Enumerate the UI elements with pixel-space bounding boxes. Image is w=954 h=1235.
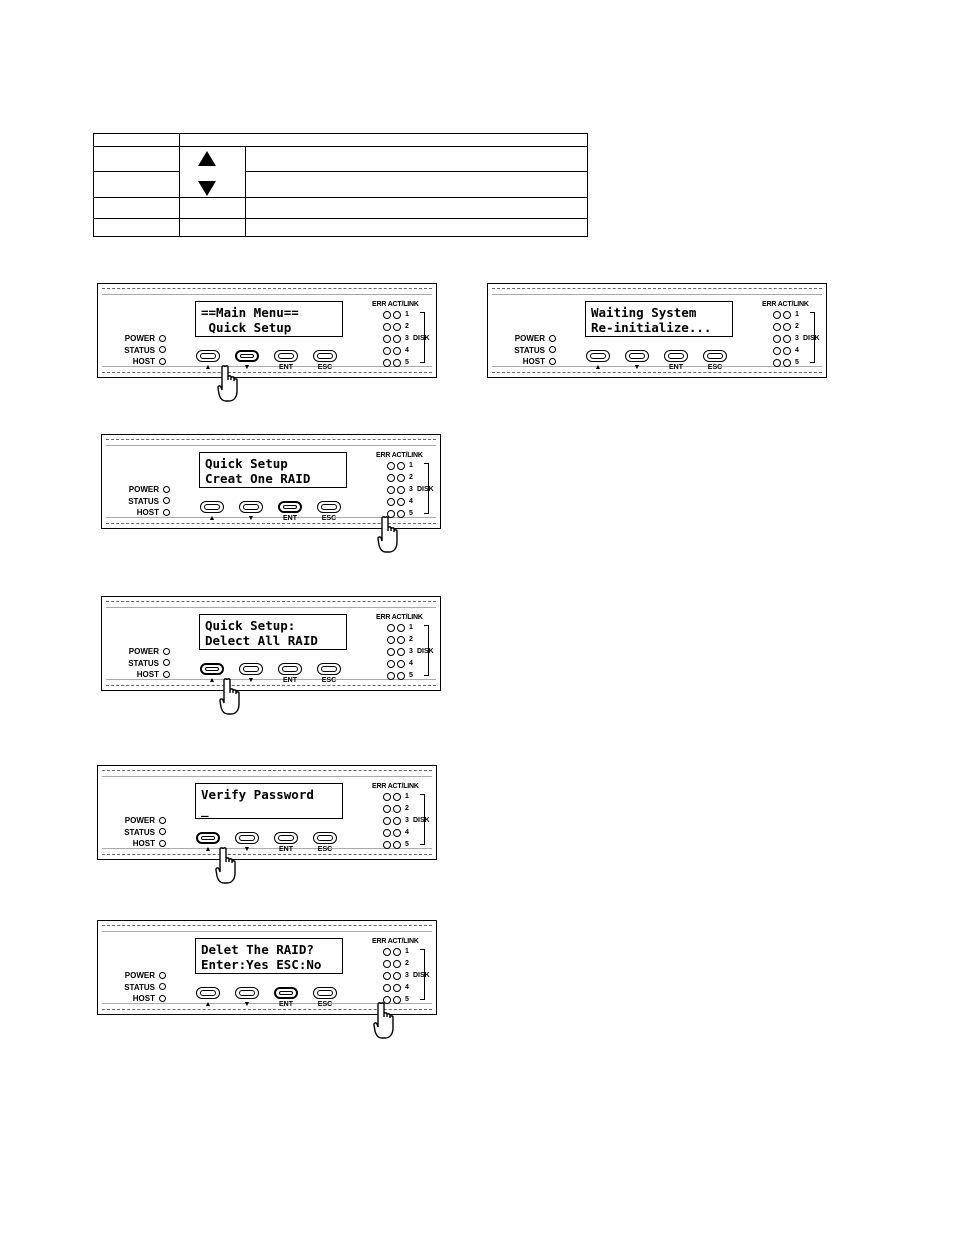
led-icon bbox=[397, 636, 405, 644]
table-divider bbox=[245, 146, 246, 198]
disk-label: DISK bbox=[417, 648, 434, 655]
led-icon bbox=[383, 793, 391, 801]
disk-number: 5 bbox=[405, 996, 409, 1003]
table-row-line bbox=[94, 146, 587, 147]
status-indicators bbox=[112, 484, 170, 519]
err-label: ERR bbox=[762, 301, 777, 308]
disk-number: 2 bbox=[409, 474, 413, 481]
disk-led-header bbox=[762, 300, 824, 309]
power-label: POWER bbox=[128, 485, 159, 494]
disk-number: 4 bbox=[409, 660, 413, 667]
down-button[interactable] bbox=[235, 350, 259, 362]
disk-led-header bbox=[376, 613, 438, 622]
led-icon bbox=[397, 474, 405, 482]
up-button[interactable] bbox=[196, 987, 220, 999]
status-indicator bbox=[112, 658, 170, 670]
up-button[interactable] bbox=[200, 501, 224, 513]
lcd-line-2: _ bbox=[201, 802, 209, 817]
led-icon bbox=[397, 462, 405, 470]
led-icon bbox=[163, 486, 170, 493]
host-indicator bbox=[498, 356, 556, 368]
led-icon bbox=[773, 323, 781, 331]
lcd-line-1: Quick Setup: bbox=[205, 618, 296, 633]
ent-button-label: ENT bbox=[669, 364, 683, 371]
esc-button-label: ESC bbox=[317, 1001, 333, 1008]
disk-bracket bbox=[420, 312, 425, 363]
up-button-label: ▲ bbox=[594, 364, 602, 371]
host-label: HOST bbox=[136, 508, 159, 517]
led-icon bbox=[387, 636, 395, 644]
led-icon bbox=[549, 335, 556, 342]
host-indicator bbox=[108, 993, 166, 1005]
up-button[interactable] bbox=[200, 663, 224, 675]
power-label: POWER bbox=[128, 647, 159, 656]
table-divider bbox=[179, 134, 180, 236]
led-icon bbox=[383, 948, 391, 956]
lcd-front-panel bbox=[97, 920, 437, 1015]
disk-label: DISK bbox=[413, 972, 430, 979]
disk-number: 3 bbox=[405, 972, 409, 979]
lcd-front-panel bbox=[101, 596, 441, 691]
host-label: HOST bbox=[136, 670, 159, 679]
up-button-label: ▲ bbox=[204, 364, 212, 371]
lcd-line-1: ==Main Menu== bbox=[201, 305, 299, 320]
disk-led-block bbox=[372, 782, 434, 851]
down-button-label: ▼ bbox=[247, 677, 255, 684]
led-icon bbox=[397, 624, 405, 632]
led-icon bbox=[783, 359, 791, 367]
host-indicator bbox=[108, 356, 166, 368]
led-icon bbox=[387, 648, 395, 656]
led-icon bbox=[159, 358, 166, 365]
err-label: ERR bbox=[372, 301, 387, 308]
led-icon bbox=[159, 346, 166, 353]
err-label: ERR bbox=[372, 783, 387, 790]
led-icon bbox=[393, 829, 401, 837]
status-label: STATUS bbox=[124, 982, 155, 992]
power-label: POWER bbox=[124, 816, 155, 825]
led-icon bbox=[397, 486, 405, 494]
act-link-label: ACT/LINK bbox=[777, 301, 809, 308]
esc-button[interactable] bbox=[703, 350, 727, 362]
esc-button[interactable] bbox=[317, 501, 341, 513]
disk-bracket bbox=[420, 949, 425, 1000]
pointing-hand-icon bbox=[217, 365, 243, 403]
disk-number: 4 bbox=[405, 829, 409, 836]
disk-number: 4 bbox=[405, 984, 409, 991]
act-link-label: ACT/LINK bbox=[387, 938, 419, 945]
lcd-front-panel bbox=[97, 283, 437, 378]
power-label: POWER bbox=[124, 971, 155, 980]
button-function-table bbox=[93, 133, 588, 237]
act-link-label: ACT/LINK bbox=[387, 783, 419, 790]
lcd-display bbox=[195, 301, 343, 337]
up-button-label: ▲ bbox=[204, 1001, 212, 1008]
ent-button[interactable] bbox=[664, 350, 688, 362]
led-icon bbox=[159, 983, 166, 990]
led-icon bbox=[393, 347, 401, 355]
table-row-line bbox=[94, 197, 587, 198]
led-icon bbox=[163, 509, 170, 516]
disk-number: 2 bbox=[405, 805, 409, 812]
disk-bracket bbox=[424, 625, 429, 676]
host-label: HOST bbox=[132, 994, 155, 1003]
disk-number: 1 bbox=[795, 311, 799, 318]
ent-button[interactable] bbox=[274, 987, 298, 999]
disk-number: 5 bbox=[409, 672, 413, 679]
disk-led-header bbox=[372, 300, 434, 309]
disk-number: 1 bbox=[409, 624, 413, 631]
disk-led-header bbox=[376, 451, 438, 460]
disk-number: 1 bbox=[405, 793, 409, 800]
table-row-line bbox=[94, 218, 587, 219]
disk-led-header bbox=[372, 782, 434, 791]
pointing-hand-icon bbox=[373, 1002, 399, 1040]
led-icon bbox=[383, 335, 391, 343]
disk-label: DISK bbox=[413, 335, 430, 342]
down-button-label: ▼ bbox=[243, 846, 251, 853]
ent-button-label: ENT bbox=[279, 846, 293, 853]
lcd-display bbox=[199, 614, 347, 650]
disk-label: DISK bbox=[417, 486, 434, 493]
disk-label: DISK bbox=[413, 817, 430, 824]
led-icon bbox=[163, 671, 170, 678]
table-row-line bbox=[94, 171, 179, 172]
esc-button[interactable] bbox=[317, 663, 341, 675]
led-icon bbox=[397, 672, 405, 680]
esc-button-label: ESC bbox=[317, 846, 333, 853]
disk-number: 2 bbox=[409, 636, 413, 643]
down-button-label: ▼ bbox=[243, 364, 251, 371]
disk-led-block bbox=[372, 937, 434, 1006]
lcd-line-1: Verify Password bbox=[201, 787, 314, 802]
panel-rail bbox=[106, 685, 436, 686]
lcd-line-2: Enter:Yes ESC:No bbox=[201, 957, 322, 972]
panel-rail bbox=[106, 439, 436, 440]
led-icon bbox=[393, 841, 401, 849]
power-indicator bbox=[112, 646, 170, 658]
status-indicators bbox=[108, 970, 166, 1005]
led-icon bbox=[383, 972, 391, 980]
power-indicator bbox=[108, 333, 166, 345]
disk-number: 1 bbox=[405, 948, 409, 955]
up-button-label: ▲ bbox=[204, 846, 212, 853]
led-icon bbox=[393, 984, 401, 992]
lcd-line-2: Delect All RAID bbox=[205, 633, 318, 648]
led-icon bbox=[387, 498, 395, 506]
status-label: STATUS bbox=[124, 345, 155, 355]
disk-number: 4 bbox=[409, 498, 413, 505]
led-icon bbox=[549, 358, 556, 365]
host-label: HOST bbox=[522, 357, 545, 366]
panel-rail bbox=[106, 601, 436, 602]
lcd-display bbox=[195, 938, 343, 974]
status-indicator bbox=[498, 345, 556, 357]
esc-button-label: ESC bbox=[317, 364, 333, 371]
led-icon bbox=[387, 672, 395, 680]
ent-button[interactable] bbox=[278, 663, 302, 675]
disk-led-block bbox=[376, 613, 438, 682]
pointing-hand-icon bbox=[215, 847, 241, 885]
disk-number: 3 bbox=[405, 335, 409, 342]
table-divider bbox=[245, 198, 246, 236]
disk-led-block bbox=[372, 300, 434, 369]
act-link-label: ACT/LINK bbox=[391, 452, 423, 459]
led-icon bbox=[387, 474, 395, 482]
pointing-hand-icon bbox=[377, 516, 403, 554]
disk-number: 5 bbox=[409, 510, 413, 517]
led-icon bbox=[393, 972, 401, 980]
led-icon bbox=[163, 659, 170, 666]
disk-bracket bbox=[810, 312, 815, 363]
act-link-label: ACT/LINK bbox=[391, 614, 423, 621]
led-icon bbox=[393, 960, 401, 968]
status-label: STATUS bbox=[128, 658, 159, 668]
led-icon bbox=[383, 829, 391, 837]
host-indicator bbox=[112, 507, 170, 519]
panel-rail bbox=[102, 931, 432, 932]
panel-rail bbox=[102, 770, 432, 771]
down-button-label: ▼ bbox=[633, 364, 641, 371]
err-label: ERR bbox=[376, 614, 391, 621]
led-icon bbox=[383, 323, 391, 331]
disk-number: 3 bbox=[409, 486, 413, 493]
led-icon bbox=[393, 805, 401, 813]
led-icon bbox=[387, 624, 395, 632]
down-button[interactable] bbox=[239, 501, 263, 513]
down-button[interactable] bbox=[235, 987, 259, 999]
led-icon bbox=[383, 841, 391, 849]
esc-button[interactable] bbox=[313, 987, 337, 999]
lcd-front-panel bbox=[97, 765, 437, 860]
up-button[interactable] bbox=[586, 350, 610, 362]
disk-bracket bbox=[420, 794, 425, 845]
ent-button-label: ENT bbox=[279, 1001, 293, 1008]
panel-rail bbox=[102, 776, 432, 777]
led-icon bbox=[393, 323, 401, 331]
host-label: HOST bbox=[132, 839, 155, 848]
lcd-display bbox=[585, 301, 733, 337]
up-button[interactable] bbox=[196, 350, 220, 362]
panel-rail bbox=[106, 607, 436, 608]
status-label: STATUS bbox=[124, 827, 155, 837]
power-indicator bbox=[108, 815, 166, 827]
lcd-line-2: Re-initialize... bbox=[591, 320, 712, 335]
host-label: HOST bbox=[132, 357, 155, 366]
led-icon bbox=[773, 359, 781, 367]
disk-number: 1 bbox=[405, 311, 409, 318]
led-icon bbox=[393, 817, 401, 825]
up-button-label: ▲ bbox=[208, 515, 216, 522]
panel-rail bbox=[102, 925, 432, 926]
up-button-label: ▲ bbox=[208, 677, 216, 684]
disk-number: 4 bbox=[795, 347, 799, 354]
power-indicator bbox=[112, 484, 170, 496]
led-icon bbox=[383, 359, 391, 367]
down-button-label: ▼ bbox=[247, 515, 255, 522]
up-button[interactable] bbox=[196, 832, 220, 844]
ent-button-label: ENT bbox=[283, 677, 297, 684]
power-indicator bbox=[108, 970, 166, 982]
panel-rail bbox=[492, 288, 822, 289]
power-label: POWER bbox=[124, 334, 155, 343]
power-indicator bbox=[498, 333, 556, 345]
status-indicators bbox=[108, 333, 166, 368]
down-button-label: ▼ bbox=[243, 1001, 251, 1008]
lcd-front-panel bbox=[101, 434, 441, 529]
disk-number: 5 bbox=[405, 841, 409, 848]
status-indicator bbox=[112, 496, 170, 508]
led-icon bbox=[393, 359, 401, 367]
status-indicators bbox=[498, 333, 556, 368]
led-icon bbox=[387, 486, 395, 494]
led-icon bbox=[383, 817, 391, 825]
lcd-line-1: Delet The RAID? bbox=[201, 942, 314, 957]
ent-button[interactable] bbox=[274, 350, 298, 362]
led-icon bbox=[393, 948, 401, 956]
led-icon bbox=[383, 311, 391, 319]
led-icon bbox=[159, 840, 166, 847]
table-row-line bbox=[245, 171, 587, 172]
led-icon bbox=[783, 311, 791, 319]
led-icon bbox=[159, 995, 166, 1002]
panel-rail bbox=[102, 288, 432, 289]
led-icon bbox=[393, 793, 401, 801]
led-icon bbox=[549, 346, 556, 353]
disk-number: 2 bbox=[405, 323, 409, 330]
disk-led-block bbox=[762, 300, 824, 369]
status-label: STATUS bbox=[128, 496, 159, 506]
disk-label: DISK bbox=[803, 335, 820, 342]
ent-button[interactable] bbox=[278, 501, 302, 513]
disk-number: 3 bbox=[795, 335, 799, 342]
lcd-line-2: Creat One RAID bbox=[205, 471, 311, 486]
led-icon bbox=[397, 498, 405, 506]
led-icon bbox=[783, 347, 791, 355]
panel-rail bbox=[106, 445, 436, 446]
led-icon bbox=[393, 311, 401, 319]
status-label: STATUS bbox=[514, 345, 545, 355]
panel-rail bbox=[492, 372, 822, 373]
disk-number: 3 bbox=[409, 648, 413, 655]
disk-number: 2 bbox=[405, 960, 409, 967]
disk-number: 3 bbox=[405, 817, 409, 824]
led-icon bbox=[773, 347, 781, 355]
disk-led-block bbox=[376, 451, 438, 520]
err-label: ERR bbox=[372, 938, 387, 945]
lcd-line-1: Waiting System bbox=[591, 305, 697, 320]
esc-button[interactable] bbox=[313, 832, 337, 844]
led-icon bbox=[393, 335, 401, 343]
status-indicators bbox=[108, 815, 166, 850]
disk-number: 1 bbox=[409, 462, 413, 469]
disk-number: 2 bbox=[795, 323, 799, 330]
lcd-display bbox=[195, 783, 343, 819]
led-icon bbox=[383, 984, 391, 992]
status-indicator bbox=[108, 345, 166, 357]
led-icon bbox=[159, 972, 166, 979]
lcd-display bbox=[199, 452, 347, 488]
status-indicator bbox=[108, 982, 166, 994]
led-icon bbox=[387, 462, 395, 470]
down-button[interactable] bbox=[239, 663, 263, 675]
disk-led-header bbox=[372, 937, 434, 946]
panel-rail bbox=[102, 294, 432, 295]
led-icon bbox=[773, 311, 781, 319]
host-indicator bbox=[112, 669, 170, 681]
triangle-up-icon bbox=[198, 151, 216, 166]
led-icon bbox=[383, 805, 391, 813]
panel-rail bbox=[102, 854, 432, 855]
led-icon bbox=[397, 660, 405, 668]
esc-button-label: ESC bbox=[321, 515, 337, 522]
disk-number: 5 bbox=[795, 359, 799, 366]
pointing-hand-icon bbox=[219, 678, 245, 716]
act-link-label: ACT/LINK bbox=[387, 301, 419, 308]
led-icon bbox=[783, 335, 791, 343]
panel-rail bbox=[492, 294, 822, 295]
esc-button-label: ESC bbox=[707, 364, 723, 371]
led-icon bbox=[773, 335, 781, 343]
power-label: POWER bbox=[514, 334, 545, 343]
disk-number: 5 bbox=[405, 359, 409, 366]
err-label: ERR bbox=[376, 452, 391, 459]
led-icon bbox=[163, 648, 170, 655]
led-icon bbox=[163, 497, 170, 504]
panel-rail bbox=[102, 372, 432, 373]
lcd-line-1: Quick Setup bbox=[205, 456, 288, 471]
esc-button[interactable] bbox=[313, 350, 337, 362]
disk-bracket bbox=[424, 463, 429, 514]
lcd-front-panel bbox=[487, 283, 827, 378]
status-indicators bbox=[112, 646, 170, 681]
led-icon bbox=[159, 828, 166, 835]
ent-button[interactable] bbox=[274, 832, 298, 844]
led-icon bbox=[387, 660, 395, 668]
led-icon bbox=[383, 347, 391, 355]
down-button[interactable] bbox=[625, 350, 649, 362]
ent-button-label: ENT bbox=[283, 515, 297, 522]
host-indicator bbox=[108, 838, 166, 850]
led-icon bbox=[383, 960, 391, 968]
led-icon bbox=[159, 335, 166, 342]
status-indicator bbox=[108, 827, 166, 839]
down-button[interactable] bbox=[235, 832, 259, 844]
ent-button-label: ENT bbox=[279, 364, 293, 371]
disk-number: 4 bbox=[405, 347, 409, 354]
lcd-line-2: Quick Setup bbox=[201, 320, 292, 335]
led-icon bbox=[159, 817, 166, 824]
led-icon bbox=[783, 323, 791, 331]
triangle-down-icon bbox=[198, 181, 216, 196]
led-icon bbox=[397, 648, 405, 656]
esc-button-label: ESC bbox=[321, 677, 337, 684]
